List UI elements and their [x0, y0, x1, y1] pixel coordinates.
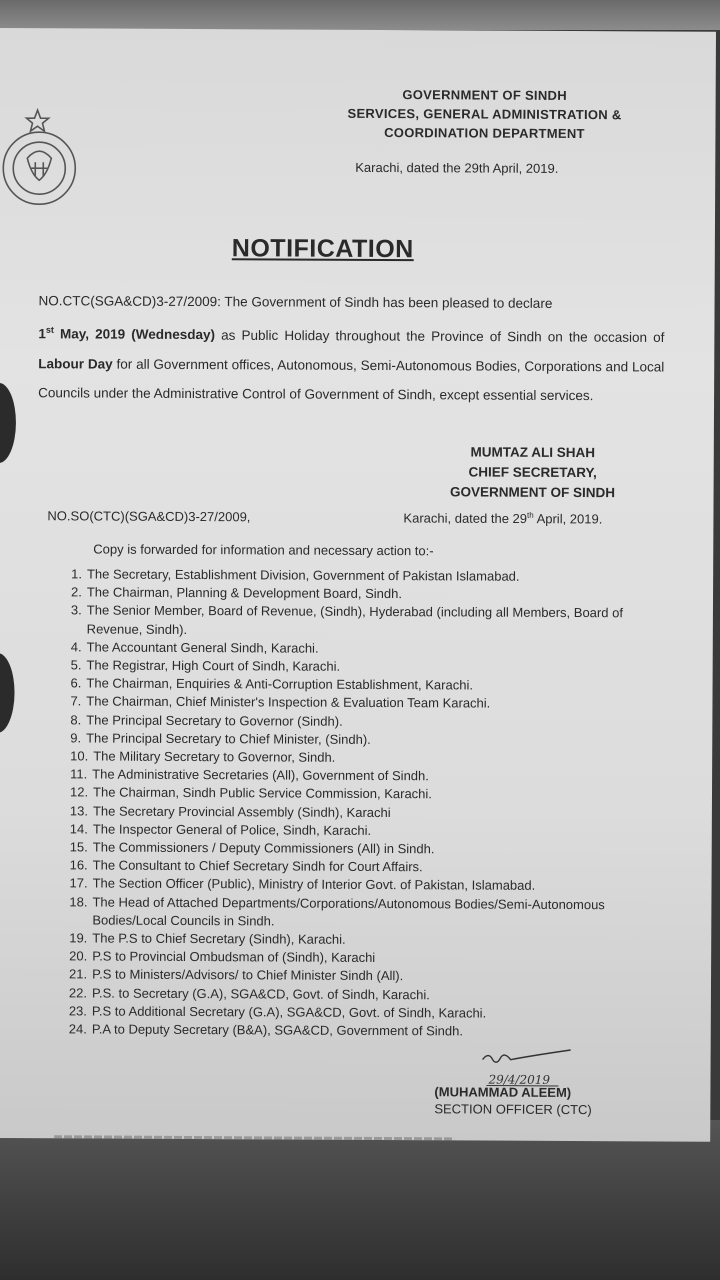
- list-item-number: 15.: [69, 839, 88, 855]
- list-item-text: The Chairman, Sindh Public Service Commission, Karachi.: [93, 784, 432, 802]
- list-item-number: 4.: [70, 639, 82, 655]
- list-item-number: 2.: [71, 584, 82, 600]
- list-item-text: The Military Secretary to Governor, Sindh.: [93, 748, 336, 765]
- list-item-text: The Registrar, High Court of Sindh, Karachi.: [86, 657, 341, 674]
- handwritten-date: 29/4/2019: [488, 1072, 551, 1087]
- government-seal-icon: [1, 88, 84, 208]
- notification-ref: NO.CTC(SGA&CD)3-27/2009:: [38, 293, 221, 310]
- list-item-number: 24.: [68, 1021, 87, 1037]
- copy-date-post: April, 2019.: [533, 511, 603, 527]
- holiday-occasion: Labour Day: [38, 355, 113, 372]
- list-item-number: 1.: [71, 566, 83, 582]
- list-item-text: The Administrative Secretaries (All), Government of Sindh.: [92, 766, 429, 784]
- list-item-number: 7.: [70, 693, 82, 709]
- list-item-text: The Principal Secretary to Governor (Sindh).: [86, 712, 343, 729]
- list-item: [71, 602, 671, 642]
- holiday-date-rest: May, 2019 (Wednesday): [53, 326, 216, 343]
- background-bottom: [0, 1120, 720, 1280]
- copy-date-pre: Karachi, dated the 29: [403, 510, 528, 527]
- list-item-number: 22.: [68, 985, 88, 1001]
- list-item-number: 14.: [69, 821, 88, 837]
- list-item-number: 6.: [70, 675, 82, 691]
- signatory-org: GOVERNMENT OF SINDH: [450, 484, 616, 501]
- chief-secretary-signature-block: [423, 442, 643, 503]
- section-officer-name: (MUHAMMAD ALEEM): [434, 1084, 572, 1101]
- list-item-text: The Chairman, Enquiries & Anti-Corruption Establishment, Karachi.: [86, 675, 474, 693]
- list-item-text: P.S to Provincial Ombudsman of (Sindh), Karachi: [92, 948, 376, 966]
- notification-document: [0, 28, 716, 1142]
- list-item-text: The Accountant General Sindh, Karachi.: [86, 639, 319, 656]
- notification-text-a: The Government of Sindh has been pleased to declare: [220, 294, 553, 311]
- copy-date-suffix: th: [527, 510, 534, 520]
- copy-intro: Copy is forwarded for information and necessary action to:-: [93, 541, 434, 559]
- list-item-number: 9.: [70, 730, 82, 746]
- list-item-text: The Inspector General of Police, Sindh, Karachi.: [92, 821, 372, 838]
- list-item-text: The Commissioners / Deputy Commissioners (All) in Sindh.: [92, 839, 435, 857]
- department-header: [299, 85, 669, 144]
- copy-date: [403, 510, 602, 526]
- thumb-shadow: [0, 383, 16, 463]
- list-item-number: 3.: [70, 602, 82, 618]
- list-item-number: 20.: [69, 948, 88, 964]
- list-item-text: P.S to Ministers/Advisors/ to Chief Minister Sindh (All).: [92, 966, 404, 984]
- signatory-name: MUMTAZ ALI SHAH: [470, 444, 596, 461]
- list-item-number: 10.: [70, 748, 89, 764]
- list-item-number: 16.: [69, 857, 88, 873]
- thumb-shadow: [0, 653, 15, 733]
- list-item-text: The P.S to Chief Secretary (Sindh), Karachi.: [92, 930, 346, 947]
- recipient-list: [69, 565, 671, 1041]
- holiday-date: [38, 326, 215, 342]
- list-item-text: The Section Officer (Public), Ministry of Interior Govt. of Pakistan, Islamabad.: [92, 875, 536, 894]
- list-item-text: The Head of Attached Departments/Corporations/Autonomous Bodies/Semi-Autonomous Bodies/Local Councils in Sindh.: [92, 894, 605, 929]
- list-item-text: P.S. to Secretary (G.A), SGA&CD, Govt. of Sindh, Karachi.: [91, 985, 430, 1002]
- holiday-day-suffix: st: [45, 324, 54, 335]
- list-item-number: 8.: [70, 712, 82, 728]
- list-item-text: The Senior Member, Board of Revenue, (Sindh), Hyderabad (including all Members, Board of Revenue, Sindh).: [86, 602, 623, 637]
- list-item-number: 19.: [69, 930, 88, 946]
- handwritten-initials-signature: [474, 1045, 594, 1088]
- list-item-text: P.S to Additional Secretary (G.A), SGA&CD, Govt. of Sindh, Karachi.: [91, 1003, 487, 1021]
- notification-text-b: as Public Holiday throughout the Province of Sindh on the occasion of: [215, 327, 665, 345]
- list-item-number: 12.: [69, 784, 89, 800]
- header-line-2: SERVICES, GENERAL ADMINISTRATION &: [347, 105, 622, 123]
- list-item-number: 5.: [70, 657, 82, 673]
- list-item-number: 21.: [69, 966, 88, 982]
- notification-date: Karachi, dated the 29th April, 2019.: [355, 159, 559, 176]
- notification-text-c: for all Government offices, Autonomous, Semi-Autonomous Bodies, Corporations and Local Councils under the Administrative Control of Government of Sindh, except essential services.: [38, 356, 665, 404]
- header-line-3: COORDINATION DEPARTMENT: [384, 125, 585, 142]
- list-item-text: P.A to Deputy Secretary (B&A), SGA&CD, Government of Sindh.: [91, 1021, 464, 1039]
- copy-reference-number: NO.SO(CTC)(SGA&CD)3-27/2009,: [47, 508, 251, 525]
- list-item-text: The Consultant to Chief Secretary Sindh for Court Affairs.: [92, 857, 423, 875]
- list-item: [69, 893, 669, 933]
- holiday-day: 1: [38, 326, 46, 342]
- list-item-text: The Secretary Provincial Assembly (Sindh), Karachi: [92, 803, 391, 820]
- list-item-number: 11.: [70, 766, 88, 782]
- section-officer-title: SECTION OFFICER (CTC): [434, 1101, 592, 1118]
- page-title: NOTIFICATION: [231, 234, 414, 264]
- section-officer-signature-block: [434, 1083, 592, 1118]
- header-line-1: GOVERNMENT OF SINDH: [402, 87, 567, 103]
- list-item-text: The Principal Secretary to Chief Minister, (Sindh).: [86, 730, 371, 747]
- list-item-number: 18.: [69, 894, 88, 910]
- list-item-text: The Chairman, Planning & Development Board, Sindh.: [86, 584, 403, 602]
- list-item-number: 17.: [69, 875, 88, 891]
- background-top: [0, 0, 720, 30]
- signatory-title: CHIEF SECRETARY,: [468, 464, 597, 481]
- list-item: [69, 1020, 669, 1041]
- list-item-number: 13.: [69, 803, 89, 819]
- notification-body: [38, 286, 665, 411]
- list-item-text: The Secretary, Establishment Division, Government of Pakistan Islamabad.: [86, 566, 520, 584]
- list-item-text: The Chairman, Chief Minister's Inspection & Evaluation Team Karachi.: [86, 693, 491, 711]
- list-item-number: 23.: [68, 1003, 87, 1019]
